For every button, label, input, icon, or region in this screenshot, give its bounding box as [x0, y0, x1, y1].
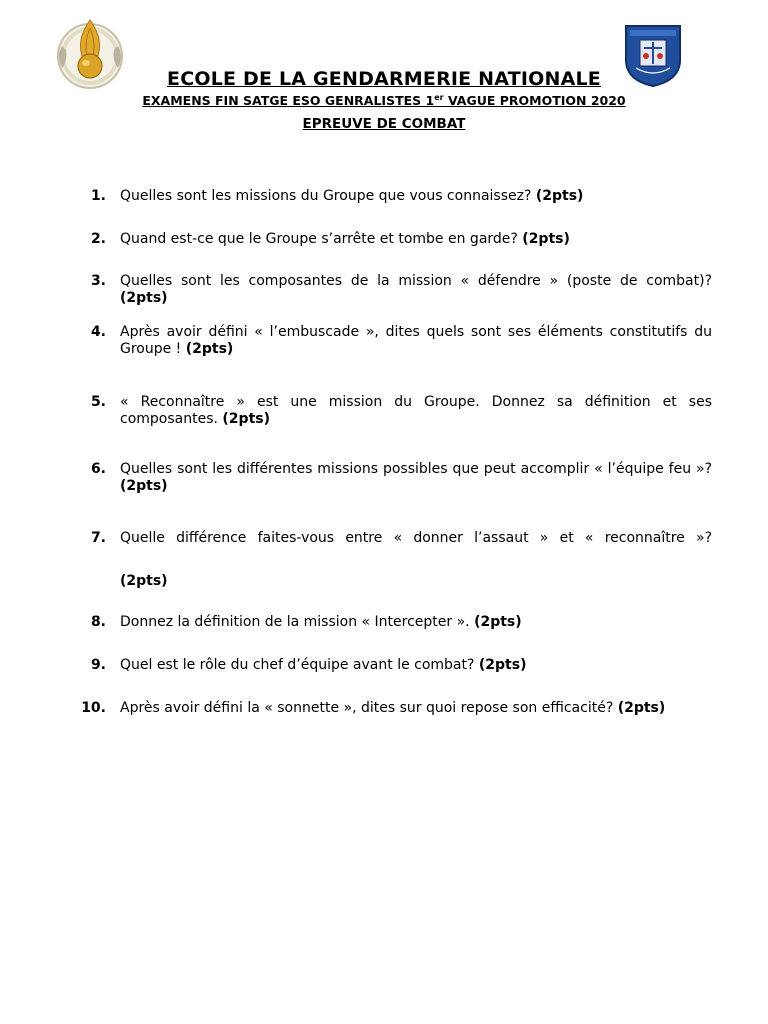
exam-subtitle-superscript: er [434, 93, 444, 102]
question-item [80, 530, 712, 590]
question-item [80, 394, 712, 428]
question-number: 7. [90, 530, 106, 546]
question-points: (2pts) [478, 657, 527, 673]
question-item [80, 700, 712, 717]
question-text [120, 324, 712, 358]
question-body: Quand est-ce que le Groupe s’arrête et tombe en garde? [120, 231, 523, 247]
exam-subtitle-text: EXAMENS FIN SATGE ESO GENRALISTES 1 [142, 93, 435, 108]
question-item [80, 273, 712, 307]
question-text [120, 188, 712, 205]
question-points: (2pts) [120, 573, 168, 589]
question-body: Donnez la définition de la mission « Intercepter ». [120, 614, 475, 630]
question-text [120, 231, 712, 248]
question-body: Quel est le rôle du chef d’équipe avant le combat? [120, 657, 479, 673]
question-item [80, 657, 712, 674]
question-text: Quelle différence faites-vous entre « donner l’assaut » et « reconnaître »? [120, 530, 712, 546]
question-text [120, 657, 712, 674]
question-points: (2pts) [120, 478, 168, 494]
question-item [80, 614, 712, 631]
question-text [120, 461, 712, 495]
question-points: (2pts) [222, 411, 270, 427]
question-body: Quelles sont les missions du Groupe que vous connaissez? [120, 188, 536, 204]
question-text [120, 700, 712, 717]
question-number: 10. [81, 700, 106, 716]
question-body: Quelles sont les composantes de la mission « défendre » (poste de combat)? [120, 273, 712, 289]
question-points: (2pts) [522, 231, 570, 247]
question-points: (2pts) [535, 188, 584, 204]
exam-subtitle-text-end: VAGUE PROMOTION 2020 [443, 93, 626, 108]
question-number: 1. [90, 188, 106, 204]
question-body: Quelles sont les différentes missions possibles que peut accomplir « l’équipe feu »? [120, 461, 712, 477]
exam-name: EPREUVE DE COMBAT [302, 116, 466, 132]
question-body: Après avoir défini « l’embuscade », dites quels sont ses éléments constitutifs du Groupe ! [120, 324, 712, 357]
question-number: 5. [90, 394, 106, 410]
question-points: (2pts) [120, 290, 168, 306]
question-text [120, 394, 712, 428]
question-item [80, 231, 712, 248]
question-item [80, 461, 712, 495]
question-number: 2. [90, 231, 106, 247]
question-number: 8. [90, 614, 106, 630]
question-points: (2pts) [185, 341, 234, 357]
school-title: ECOLE DE LA GENDARMERIE NATIONALE [167, 68, 601, 90]
exam-subtitle [0, 93, 768, 108]
question-number: 3. [90, 273, 106, 289]
question-body: « Reconnaître » est une mission du Groupe. Donnez sa définition et ses composantes. [120, 394, 712, 427]
question-number: 6. [90, 461, 106, 477]
question-text [120, 614, 712, 631]
question-body: Après avoir défini la « sonnette », dites sur quoi repose son efficacité? [120, 700, 618, 716]
question-item [80, 324, 712, 358]
question-text [120, 273, 712, 307]
question-number: 9. [90, 657, 106, 673]
question-points: (2pts) [617, 700, 666, 716]
question-item [80, 188, 712, 205]
question-points: (2pts) [474, 614, 522, 630]
question-number: 4. [90, 324, 106, 340]
